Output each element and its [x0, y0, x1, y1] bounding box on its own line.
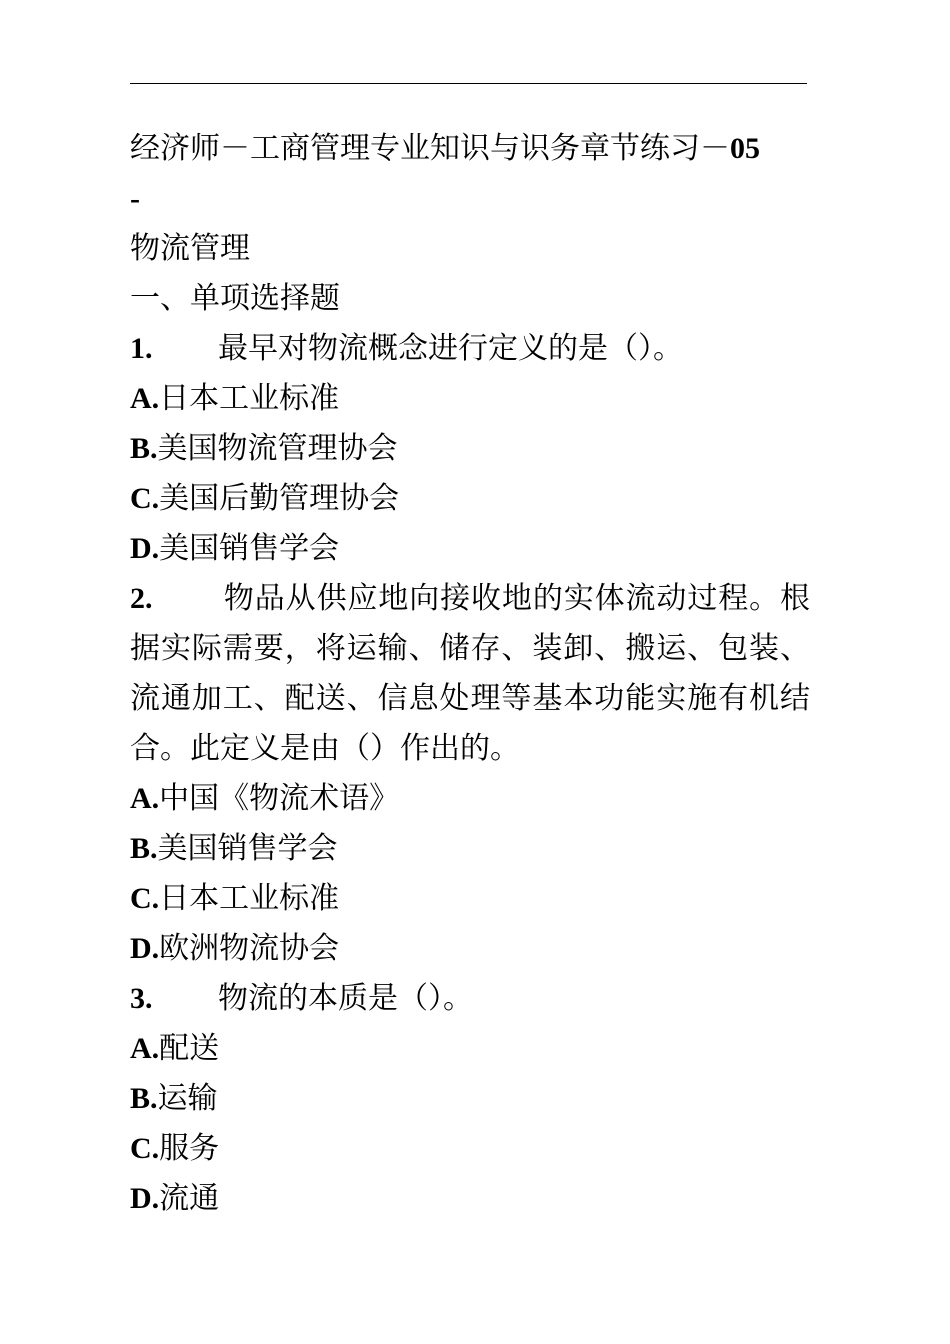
question-2	[130, 574, 810, 774]
option-text: 日本工业标准	[159, 881, 340, 916]
document-body	[130, 124, 810, 1224]
question-number: 1.	[130, 332, 153, 365]
option-1d	[130, 524, 810, 574]
option-letter: C.	[130, 1132, 160, 1165]
question-3	[130, 974, 810, 1024]
option-3d	[130, 1174, 810, 1224]
question-stem: 物品从供应地向接收地的实体流动过程。根据实际需要，将运输、储存、装卸、搬运、包装、流通加工、配送、信息处理等基本功能实施有机结合。此定义是由（）作出的。	[130, 581, 810, 766]
question-stem: 物流的本质是（）。	[218, 981, 473, 1016]
option-text: 配送	[159, 1031, 220, 1066]
question-number: 2.	[130, 582, 153, 615]
option-letter: B.	[130, 1082, 158, 1115]
question-number: 3.	[130, 982, 153, 1015]
option-letter: A.	[130, 382, 160, 415]
option-2d	[130, 924, 810, 974]
option-text: 美国物流管理协会	[157, 431, 398, 466]
option-text: 服务	[159, 1131, 220, 1166]
question-stem: 最早对物流概念进行定义的是（）。	[218, 331, 683, 366]
option-1c	[130, 474, 810, 524]
option-text: 美国销售学会	[157, 831, 338, 866]
option-3b	[130, 1074, 810, 1124]
option-3c	[130, 1124, 810, 1174]
title-number: 05	[730, 132, 760, 165]
option-2b	[130, 824, 810, 874]
title-dash: -	[130, 182, 140, 215]
option-2c	[130, 874, 810, 924]
section-heading: 一、单项选择题	[130, 281, 340, 316]
option-text: 运输	[157, 1081, 218, 1116]
chapter-heading: 物流管理	[130, 231, 250, 266]
option-letter: A.	[130, 1032, 160, 1065]
option-letter: B.	[130, 832, 158, 865]
option-text: 中国《物流术语》	[159, 781, 400, 816]
option-text: 美国后勤管理协会	[159, 481, 400, 516]
option-letter: D.	[130, 932, 160, 965]
option-letter: C.	[130, 882, 160, 915]
question-1	[130, 324, 810, 374]
option-letter: B.	[130, 432, 158, 465]
option-3a	[130, 1024, 810, 1074]
document-title	[130, 124, 810, 174]
title-text: 经济师－工商管理专业知识与识务章节练习－	[130, 131, 730, 166]
option-text: 日本工业标准	[159, 381, 340, 416]
option-text: 欧洲物流协会	[159, 931, 340, 966]
option-letter: C.	[130, 482, 160, 515]
option-1a	[130, 374, 810, 424]
option-letter: A.	[130, 782, 160, 815]
header-rule	[130, 83, 807, 84]
option-text: 美国销售学会	[159, 531, 340, 566]
option-letter: D.	[130, 1182, 160, 1215]
option-1b	[130, 424, 810, 474]
option-text: 流通	[159, 1181, 220, 1216]
option-2a	[130, 774, 810, 824]
option-letter: D.	[130, 532, 160, 565]
